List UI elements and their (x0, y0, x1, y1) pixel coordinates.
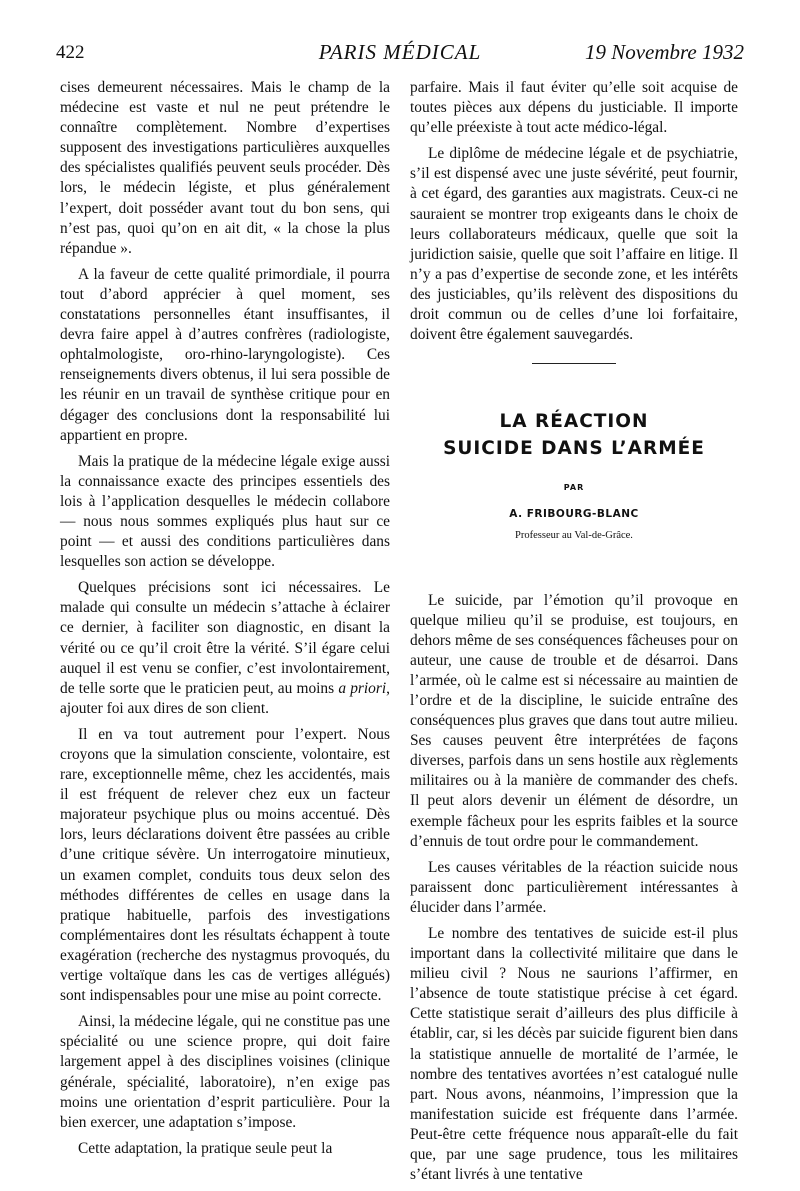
paragraph: parfaire. Mais il faut éviter qu’elle soit acquise de toutes pièces aux dépens du justiciable. Il importe qu’elle préexiste à tout acte médico-légal. (410, 79, 738, 137)
paragraph: Les causes véritables de la réaction suicide nous paraissent donc particulièrement intéressantes à élucider dans l’armée. (410, 858, 738, 916)
paragraph: A la faveur de cette qualité primordiale, il pourra tout d’abord apprécier à quel moment, ses constatations personnelles étant insuffisantes, il devra faire appel à d’autres confrères (radiologiste, ophtalmologiste, oro-rhino-laryngologiste). Ces renseignements divers obtenus, il lui sera possible de les réunir en un travail de synthèse critique pour en dégager des conclusions dont la responsabilité lui appartient en propre. (60, 265, 390, 444)
paragraph: Il en va tout autrement pour l’expert. Nous croyons que la simulation consciente, volontaire, est rare, exceptionnelle même, chez les accidentés, mais il est fréquent de relever chez eux un facteur majorateur psychique plus ou moins accentué. Dès lors, leurs déclarations doivent être passées au crible d’une critique sévère. Un interrogatoire minutieux, un examen complet, conduits tous deux selon des méthodes différentes de celles en usage dans la pratique habituelle, parfois des investigations complémentaires dont les résultats échappent à toute exagération (recherche des nystagmus provoqués, du vertige voltaïque dans les cas de vertiges allégués) sont indispensables pour une mise au point correcte. (60, 725, 390, 1005)
paragraph-text: , ajouter foi aux dires de son client. (60, 679, 390, 717)
paragraph (60, 578, 390, 719)
author-affiliation: Professeur au Val-de-Grâce. (515, 530, 633, 542)
right-column (410, 78, 738, 1191)
article-title (410, 408, 738, 462)
paragraph: cises demeurent nécessaires. Mais le champ de la médecine est vaste et nul ne peut prétendre le connaître complètement. Nombre d’expertises supposent des investigations particulières auxquelles des spécialistes qualifiés peuvent seuls procéder. Dès lors, le médecin légiste, et plus généralement l’expert, doit posséder avant tout du bon sens, qui n’est pas, quoi qu’on en ait dit, « la chose la plus répandue ». (60, 79, 390, 257)
paragraph: Le nombre des tentatives de suicide est-il plus important dans la collectivité militaire que dans le milieu civil ? Nous ne saurions l’affirmer, en l’absence de toute statistique précise à cet égard. Cette statistique serait d’ailleurs des plus difficile à établir, car, si les décès par suicide figurent bien dans la statistique annuelle de mortalité de l’armée, le nombre des tentatives avortées n’est catalogué nulle part. Nous avons, néanmoins, l’impression que la manifestation suicide est fréquente dans l’armée. Peut-être cette fréquence nous apparaît-elle du fait que, par une sage prudence, tous les militaires s’étant livrés à une tentative (410, 925, 738, 1184)
article-title-line-1: LA RÉACTION (499, 411, 649, 433)
issue-date: 19 Novembre 1932 (584, 40, 744, 64)
paragraph: Mais la pratique de la médecine légale exige aussi la connaissance exacte des principes essentiels des lois à l’application desquelles le médecin collabore — nous nous sommes expliqués plus haut sur ce point — et aussi des conditions particulières dans lesquelles son action se développe. (60, 452, 390, 571)
running-header (56, 40, 744, 70)
paragraph: Le suicide, par l’émotion qu’il provoque en quelque milieu qu’il se produise, est toujours, en dehors même de ses conséquences fâcheuses pour on auteur, une cause de trouble et de désarroi. Dans l’armée, où le calme est si nécessaire au maintien de l’ordre et de la discipline, le suicide entraîne des conséquences plus graves que dans tout autre milieu. Ses causes peuvent être interprétées de façons diverses, parfois dans un sens hostile aux règlements militaires ou à la manière de commander des chefs. Il peut alors devenir un élément de désordre, un exemple fâcheux pour les esprits faibles et la source d’ennuis de tout ordre pour le commandement. (410, 591, 738, 850)
article-title-line-2: SUICIDE DANS L’ARMÉE (443, 438, 705, 460)
left-column (60, 78, 390, 1165)
paragraph: Le diplôme de médecine légale et de psychiatrie, s’il est dispensé avec une juste sévérité, peut fournir, à cet égard, des garanties aux magistrats. Ceux-ci ne sauraient se montrer trop exigeants dans le choix de leurs collaborateurs médicaux, quelle que soit la juridiction saisie, quelle que soit l’affaire en litige. Il n’y a pas d’expertise de seconde zone, et les intérêts des justiciables, qu’ils relèvent des dispositions du droit commun ou de celles d’une loi forfaitaire, doivent être également sauvegardés. (410, 145, 738, 344)
section-divider (532, 363, 616, 364)
paragraph: Ainsi, la médecine légale, qui ne constitue pas une spécialité ou une science propre, qui doit faire largement appel à des disciplines voisines (clinique générale, spécialité, laboratoire), n’en exige pas moins une orientation d’esprit particulière. Pour la bien exercer, une adaptation s’impose. (60, 1013, 390, 1131)
byline-par: PAR (563, 483, 585, 493)
page-number: 422 (56, 42, 85, 63)
author-name: A. FRIBOURG-BLANC (509, 508, 639, 521)
paragraph-text: Quelques précisions sont ici nécessaires. Le malade qui consulte un médecin s’attache à éclairer ce dernier, à faciliter son diagnostic, en disant la vérité ou ce qu’il croit être la vérité. S’il égare celui auquel il est venu se confier, c’est involontairement, de telle sorte que le praticien peut, au moins (60, 579, 390, 697)
journal-title: PARIS MÉDICAL (318, 40, 482, 64)
paragraph: Cette adaptation, la pratique seule peut la (78, 1139, 333, 1157)
italic-phrase: a priori (338, 679, 387, 697)
